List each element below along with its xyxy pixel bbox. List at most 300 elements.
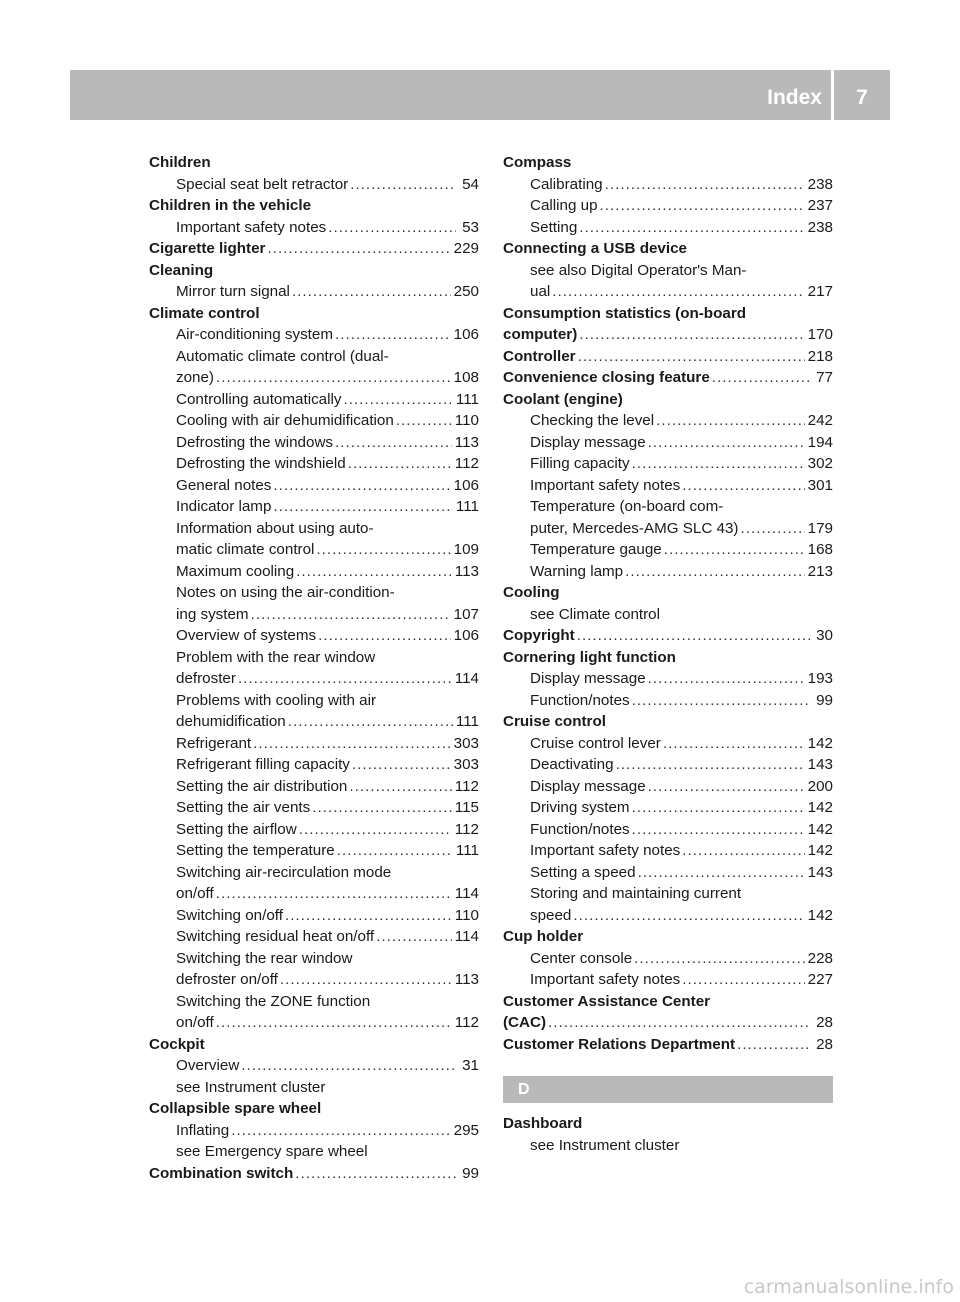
entry-label: Display message	[530, 670, 646, 687]
index-entry-line	[176, 324, 479, 346]
page-ref: 99	[816, 691, 833, 709]
index-subentry	[149, 905, 479, 927]
dot-leader	[295, 1163, 456, 1185]
entry-label: Cleaning	[149, 261, 214, 279]
entry-label: Temperature (on-board com-	[530, 498, 724, 515]
page-ref: 28	[816, 1014, 833, 1031]
entry-label: Important safety notes	[530, 971, 681, 988]
page-ref: 115	[454, 799, 479, 816]
page-ref: 193	[807, 670, 833, 687]
dot-leader	[648, 432, 805, 454]
page-ref: 114	[454, 928, 479, 945]
index-entry	[503, 926, 833, 948]
dot-leader	[348, 453, 452, 475]
index-subentry	[149, 324, 479, 346]
index-subentry	[149, 281, 479, 303]
page-ref: 217	[807, 283, 833, 300]
index-entry-line	[176, 367, 479, 389]
page-ref: 110	[454, 906, 479, 924]
index-entry-line	[176, 797, 479, 819]
index-entry-line	[530, 174, 833, 196]
index-subentry	[503, 475, 833, 497]
page-ref: 106	[453, 627, 479, 644]
index-entry-line	[176, 926, 479, 948]
dot-leader	[241, 1055, 456, 1077]
index-entry-line	[530, 797, 833, 819]
dot-leader	[682, 969, 804, 991]
page-ref: 302	[807, 455, 833, 472]
page-ref: 114	[454, 670, 479, 687]
entry-label: Switching air-recirculation mode	[176, 863, 392, 881]
page-ref: 99	[462, 1164, 479, 1182]
index-entry-line	[176, 432, 479, 454]
entry-label: see Instrument cluster	[176, 1078, 326, 1096]
index-entry-line	[176, 496, 479, 518]
dot-leader	[548, 1012, 810, 1034]
dot-leader	[682, 475, 804, 497]
page-ref: 53	[462, 218, 479, 236]
entry-label: Coolant (engine)	[503, 390, 623, 408]
entry-label: Defrosting the windshield	[176, 455, 346, 472]
page-ref: 106	[453, 326, 479, 343]
entry-label: Filling capacity	[530, 455, 630, 472]
entry-label: Cruise control lever	[530, 734, 661, 752]
index-subentry	[503, 948, 833, 970]
index-entry	[503, 367, 833, 389]
page-ref: 111	[455, 390, 479, 408]
entry-label: Convenience closing feature	[503, 369, 710, 386]
entry-label: Setting the air distribution	[176, 777, 348, 795]
index-subentry	[503, 518, 833, 540]
dot-leader	[632, 797, 805, 819]
index-subentry	[149, 1055, 479, 1077]
index-entry	[503, 647, 833, 669]
entry-label: Switching the rear window	[176, 949, 353, 967]
index-entry-line	[176, 1012, 479, 1034]
entry-label: Display message	[530, 433, 646, 451]
entry-label: Customer Relations Department	[503, 1035, 736, 1053]
entry-label: Important safety notes	[530, 476, 681, 494]
entry-label: Deactivating	[530, 756, 614, 773]
dot-leader	[267, 238, 450, 260]
dot-leader	[273, 475, 450, 497]
index-entry-line	[530, 195, 833, 217]
index-subentry	[503, 797, 833, 819]
index-subentry	[149, 754, 479, 776]
index-entry	[503, 324, 833, 346]
index-list-d	[503, 1113, 833, 1156]
index-entry	[503, 711, 833, 733]
index-entry-line	[176, 217, 479, 239]
entry-label: Calibrating	[530, 175, 603, 193]
entry-label: Collapsible spare wheel	[149, 1100, 322, 1117]
dot-leader	[316, 539, 450, 561]
page-ref: 111	[455, 713, 479, 730]
index-subentry	[149, 733, 479, 755]
index-subentry	[149, 367, 479, 389]
index-entry-line	[176, 733, 479, 755]
index-subentry	[149, 217, 479, 239]
entry-label: defroster	[176, 670, 236, 687]
index-subentry	[149, 1120, 479, 1142]
index-entry	[149, 1098, 479, 1120]
dot-leader	[682, 840, 804, 862]
index-subentry	[149, 518, 479, 540]
entry-label: Air-conditioning system	[176, 326, 333, 343]
entry-label: Consumption statistics (on-board	[503, 304, 746, 322]
index-subentry	[149, 346, 479, 368]
index-entry-line	[530, 754, 833, 776]
entry-label: Center console	[530, 949, 633, 967]
dot-leader	[328, 217, 456, 239]
index-subentry	[503, 969, 833, 991]
page-ref: 28	[816, 1035, 833, 1053]
page-ref: 107	[453, 605, 479, 623]
index-entry	[503, 1034, 833, 1056]
index-entry-line	[503, 367, 833, 389]
index-subentry	[503, 195, 833, 217]
dot-leader	[318, 625, 451, 647]
page-ref: 229	[453, 240, 479, 257]
entry-label: Driving system	[530, 799, 630, 816]
dot-leader	[632, 453, 805, 475]
index-entry	[149, 152, 479, 174]
entry-label: Overview	[176, 1057, 240, 1074]
index-entry	[503, 582, 833, 604]
dot-leader	[579, 217, 804, 239]
index-subentry	[503, 840, 833, 862]
dot-leader	[579, 324, 804, 346]
index-subentry	[503, 668, 833, 690]
index-subentry	[503, 1135, 833, 1157]
dot-leader	[552, 281, 804, 303]
index-subentry	[149, 410, 479, 432]
index-entry-line	[530, 905, 833, 927]
index-entry-line	[530, 819, 833, 841]
entry-label: Compass	[503, 154, 572, 171]
index-subentry	[149, 883, 479, 905]
index-subentry	[503, 862, 833, 884]
index-subentry	[149, 582, 479, 604]
dot-leader	[253, 733, 451, 755]
index-entry-line	[176, 389, 479, 411]
header-title: Index	[767, 86, 822, 109]
entry-label: Cruise control	[503, 713, 606, 730]
index-entry-line	[176, 776, 479, 798]
entry-label: Children	[149, 154, 211, 171]
page-ref: 143	[807, 756, 833, 773]
index-entry-line	[530, 862, 833, 884]
index-entry	[503, 1113, 833, 1135]
entry-label: Connecting a USB device	[503, 240, 687, 257]
page-ref: 301	[807, 476, 833, 494]
page-ref: 303	[453, 734, 479, 752]
entry-label: Storing and maintaining current	[530, 885, 742, 902]
entry-label: Important safety notes	[530, 842, 681, 859]
index-entry-line	[149, 1163, 479, 1185]
index-entry-line	[176, 711, 479, 733]
dot-leader	[335, 324, 451, 346]
entry-label: Controller	[503, 347, 576, 365]
entry-label: Problem with the rear window	[176, 648, 376, 666]
index-subentry	[503, 819, 833, 841]
index-subentry	[149, 539, 479, 561]
entry-label: Copyright	[503, 627, 575, 644]
entry-label: Defrosting the windows	[176, 433, 334, 451]
entry-label: Switching residual heat on/off	[176, 928, 375, 945]
page-ref: 295	[453, 1121, 479, 1139]
dot-leader	[273, 496, 453, 518]
index-entry-line	[530, 453, 833, 475]
page-ref: 109	[453, 541, 479, 558]
section-letter-d: D	[503, 1076, 833, 1103]
page-ref: 227	[807, 971, 833, 988]
dot-leader	[396, 410, 452, 432]
index-entry-line	[176, 604, 479, 626]
page-ref: 168	[807, 541, 833, 558]
dot-leader	[216, 1012, 452, 1034]
dot-leader	[625, 561, 805, 583]
index-entry-line	[176, 668, 479, 690]
page-ref: 112	[454, 455, 479, 472]
dot-leader	[632, 819, 805, 841]
page-ref: 54	[462, 175, 479, 193]
index-column-right	[503, 152, 833, 1156]
entry-label: Problems with cooling with air	[176, 691, 377, 709]
index-subentry	[149, 1141, 479, 1163]
page-ref: 110	[454, 412, 479, 429]
index-entry	[503, 238, 833, 260]
index-subentry	[503, 281, 833, 303]
index-subentry	[149, 969, 479, 991]
index-entry	[503, 152, 833, 174]
entry-label: Inflating	[176, 1121, 230, 1139]
index-entry-line	[530, 840, 833, 862]
page-ref: 237	[807, 197, 833, 214]
entry-label: General notes	[176, 476, 272, 494]
index-subentry	[149, 819, 479, 841]
index-entry-line	[176, 754, 479, 776]
index-subentry	[149, 862, 479, 884]
index-entry-line	[176, 539, 479, 561]
entry-label: Information about using auto-	[176, 519, 374, 537]
dot-leader	[656, 410, 805, 432]
entry-label: see Instrument cluster	[530, 1136, 680, 1154]
index-subentry	[149, 496, 479, 518]
index-list-c	[503, 152, 833, 1055]
index-entry-line	[176, 174, 479, 196]
page-ref: 111	[455, 842, 479, 859]
page-ref: 238	[807, 175, 833, 193]
index-subentry	[149, 926, 479, 948]
index-subentry	[149, 604, 479, 626]
entry-label: Automatic climate control (dual-	[176, 347, 389, 365]
dot-leader	[335, 432, 452, 454]
index-entry	[503, 625, 833, 647]
dot-leader	[343, 389, 452, 411]
entry-label: Setting the airflow	[176, 820, 297, 838]
index-subentry	[149, 776, 479, 798]
entry-label: see also Digital Operator's Man-	[530, 261, 747, 279]
index-entry-line	[530, 410, 833, 432]
page-ref: 142	[807, 906, 833, 924]
index-entry	[503, 991, 833, 1013]
page-ref: 77	[816, 369, 833, 386]
index-entry	[503, 346, 833, 368]
page-ref: 303	[453, 756, 479, 773]
index-entry-line	[530, 217, 833, 239]
entry-label: defroster on/off	[176, 971, 278, 988]
page-ref: 194	[807, 433, 833, 451]
entry-label: ual	[530, 283, 551, 300]
index-entry-line	[176, 625, 479, 647]
entry-label: Refrigerant filling capacity	[176, 756, 350, 773]
dot-leader	[352, 754, 451, 776]
index-entry-line	[530, 668, 833, 690]
page-ref: 250	[453, 283, 479, 300]
index-subentry	[149, 840, 479, 862]
index-entry-line	[530, 948, 833, 970]
dot-leader	[288, 711, 453, 733]
entry-label: Calling up	[530, 197, 598, 214]
index-subentry	[149, 797, 479, 819]
entry-label: on/off	[176, 885, 214, 902]
entry-label: Notes on using the air-condition-	[176, 584, 395, 601]
dot-leader	[632, 690, 810, 712]
index-entry-line	[503, 1034, 833, 1056]
entry-label: Function/notes	[530, 820, 630, 838]
page-ref: 106	[453, 476, 479, 494]
page-ref: 31	[462, 1057, 479, 1074]
entry-label: Maximum cooling	[176, 562, 295, 580]
page-ref: 142	[807, 820, 833, 838]
index-entry-line	[503, 346, 833, 368]
index-subentry	[149, 991, 479, 1013]
index-entry	[149, 303, 479, 325]
entry-label: puter, Mercedes-AMG SLC 43)	[530, 519, 739, 537]
dot-leader	[350, 174, 456, 196]
dot-leader	[349, 776, 451, 798]
entry-label: dehumidification	[176, 713, 286, 730]
index-subentry	[149, 432, 479, 454]
index-subentry	[503, 217, 833, 239]
index-entry	[503, 389, 833, 411]
dot-leader	[737, 1034, 810, 1056]
entry-label: on/off	[176, 1014, 214, 1031]
page-ref: 111	[455, 498, 479, 515]
index-subentry	[503, 260, 833, 282]
entry-label: Important safety notes	[176, 218, 327, 236]
index-entry-line	[530, 776, 833, 798]
dot-leader	[216, 883, 452, 905]
dot-leader	[663, 733, 805, 755]
dot-leader	[299, 819, 452, 841]
dot-leader	[648, 668, 805, 690]
page-ref: 238	[807, 218, 833, 236]
index-entry-line	[530, 733, 833, 755]
index-subentry	[149, 561, 479, 583]
index-entry-line	[176, 969, 479, 991]
index-entry-line	[176, 840, 479, 862]
entry-label: Temperature gauge	[530, 541, 662, 558]
index-entry-line	[530, 432, 833, 454]
entry-label: Overview of systems	[176, 627, 317, 644]
page-ref: 142	[807, 734, 833, 752]
entry-label: Refrigerant	[176, 734, 252, 752]
entry-label: Children in the vehicle	[149, 197, 312, 214]
page-ref: 213	[807, 562, 833, 580]
index-entry	[149, 238, 479, 260]
index-entry-line	[503, 625, 833, 647]
entry-label: Setting a speed	[530, 863, 636, 881]
index-subentry	[503, 905, 833, 927]
entry-label: Cornering light function	[503, 648, 676, 666]
dot-leader	[216, 367, 451, 389]
dot-leader	[376, 926, 452, 948]
index-subentry	[503, 776, 833, 798]
index-entry-line	[530, 281, 833, 303]
dot-leader	[712, 367, 810, 389]
index-subentry	[503, 432, 833, 454]
index-entry-line	[176, 561, 479, 583]
index-subentry	[503, 754, 833, 776]
page-ref: 143	[807, 863, 833, 881]
index-entry-line	[176, 475, 479, 497]
index-entry	[149, 195, 479, 217]
dot-leader	[292, 281, 451, 303]
page-ref: 112	[454, 777, 479, 795]
entry-label: Customer Assistance Center	[503, 992, 711, 1010]
index-entry-line	[176, 905, 479, 927]
dot-leader	[577, 625, 810, 647]
dot-leader	[296, 561, 452, 583]
dot-leader	[741, 518, 805, 540]
index-entry-line	[176, 819, 479, 841]
entry-label: Dashboard	[503, 1115, 583, 1132]
dot-leader	[616, 754, 805, 776]
index-entry	[149, 1163, 479, 1185]
entry-label: speed	[530, 906, 572, 924]
dot-leader	[634, 948, 805, 970]
entry-label: (CAC)	[503, 1014, 547, 1031]
index-subentry	[149, 475, 479, 497]
page-ref: 200	[807, 777, 833, 795]
entry-label: Special seat belt retractor	[176, 175, 349, 193]
page-number: 7	[856, 86, 868, 109]
entry-label: zone)	[176, 369, 214, 386]
index-subentry	[503, 604, 833, 626]
page-ref: 179	[807, 519, 833, 537]
index-subentry	[149, 625, 479, 647]
entry-label: Climate control	[149, 304, 260, 322]
entry-label: Setting the air vents	[176, 799, 311, 816]
dot-leader	[600, 195, 805, 217]
dot-leader	[605, 174, 805, 196]
index-entry-line	[530, 561, 833, 583]
index-subentry	[503, 539, 833, 561]
entry-label: Indicator lamp	[176, 498, 272, 515]
entry-label: Combination switch	[149, 1164, 294, 1182]
entry-label: computer)	[503, 326, 578, 343]
entry-label: Controlling automatically	[176, 390, 342, 408]
entry-label: Setting	[530, 218, 578, 236]
page-ref: 113	[454, 562, 479, 580]
dot-leader	[648, 776, 805, 798]
index-subentry	[149, 1012, 479, 1034]
entry-label: Switching on/off	[176, 906, 283, 924]
index-subentry	[503, 883, 833, 905]
watermark: carmanualsonline.info	[743, 1276, 954, 1298]
